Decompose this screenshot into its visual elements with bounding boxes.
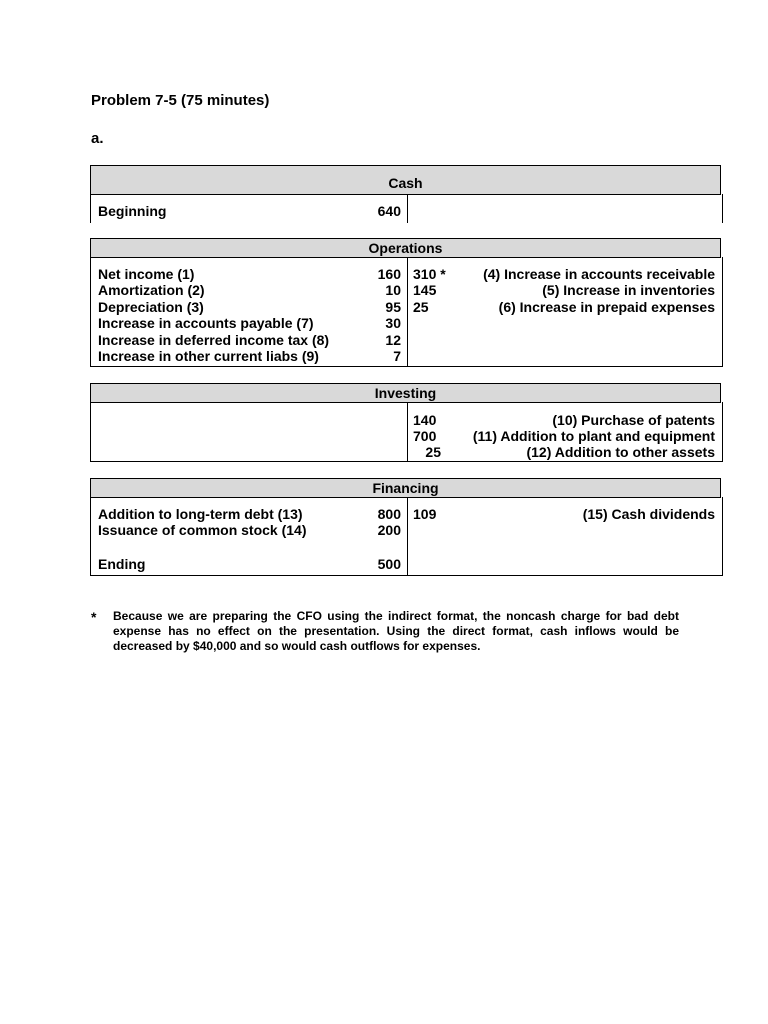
ops-debit-value: 12 [385,332,401,348]
fin-credit-label: (15) Cash dividends [582,506,715,522]
operations-body [90,257,723,367]
ops-credit-label: (6) Increase in prepaid expenses [498,299,715,315]
inv-credit-label: (11) Addition to plant and equipment [472,428,715,444]
financing-header: Financing [90,478,721,498]
ops-debit-label: Depreciation (3) [98,299,204,315]
financing-body [90,497,723,576]
ops-debit-label: Increase in deferred income tax (8) [98,332,330,348]
ending-label: Ending [98,556,146,572]
ops-debit-value: 7 [393,348,401,364]
problem-title: Problem 7-5 (75 minutes) [91,92,270,109]
beginning-label: Beginning [98,203,167,219]
investing-divider [407,402,408,461]
ops-debit-label: Amortization (2) [98,282,205,298]
footnote-text: Because we are preparing the CFO using the indirect format, the noncash charge for bad debt expense has no effect on the presentation. Using the direct format, cash inflows would be decreased by $40,000 and so would cash outflows for expenses. [113,609,679,653]
inv-credit-label: (10) Purchase of patents [552,412,715,428]
cash-divider [407,194,408,223]
operations-divider [407,257,408,366]
fin-debit-label: Addition to long-term debt (13) [98,506,303,522]
operations-header: Operations [90,238,721,258]
investing-body [90,402,723,462]
beginning-value: 640 [377,203,401,219]
ops-credit-label: (4) Increase in accounts receivable [483,266,715,282]
inv-credit-value: 140 [413,412,437,428]
fin-credit-value: 109 [413,506,437,522]
inv-credit-value: 700 [413,428,437,444]
ops-credit-value: 25 [413,299,429,315]
inv-credit-label: (12) Addition to other assets [526,444,715,460]
ops-credit-value: 310 * [413,266,446,282]
ops-debit-label: Increase in accounts payable (7) [98,315,314,331]
part-label: a. [91,130,104,147]
footnote-marker: * [91,609,97,625]
ending-value: 500 [377,556,401,572]
financing-divider [407,497,408,575]
fin-debit-value: 800 [377,506,401,522]
ops-credit-label: (5) Increase in inventories [542,282,715,298]
fin-debit-value: 200 [377,522,401,538]
ops-debit-value: 30 [385,315,401,331]
cash-body [90,194,723,223]
ops-debit-label: Net income (1) [98,266,195,282]
inv-credit-value: 25 [425,444,441,460]
investing-header: Investing [90,383,721,403]
ops-debit-value: 10 [385,282,401,298]
ops-debit-value: 95 [385,299,401,315]
ops-credit-value: 145 [413,282,437,298]
fin-debit-label: Issuance of common stock (14) [98,522,307,538]
ops-debit-label: Increase in other current liabs (9) [98,348,319,364]
cash-header: Cash [90,165,721,195]
ops-debit-value: 160 [377,266,401,282]
